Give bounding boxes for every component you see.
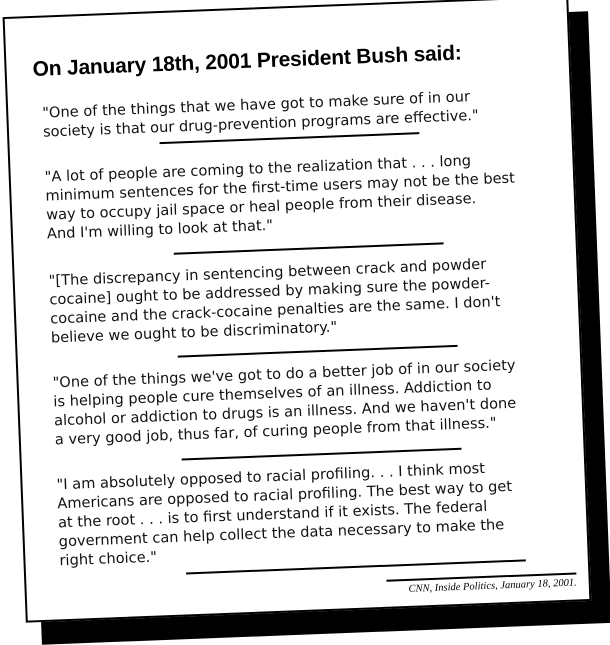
quote-card — [3, 0, 592, 623]
divider-4 — [182, 448, 462, 461]
quote-2: "A lot of people are coming to the realization that . . . long minimum sentences for the first-time users may not be the best way to occupy jail space or heal people from their disease. And I'm willing to look at that." — [44, 152, 516, 243]
source-citation: CNN, Inside Politics, January 18, 2001. — [408, 577, 577, 595]
page-title: On January 18th, 2001 President Bush said: — [32, 41, 463, 81]
quote-4: "One of the things we've got to do a better job of in our society is helping people cure themselves of an illness. Addiction to alcohol or addiction to drugs is an illness. And we haven't done a very good job, thus far, of curing people from that illness." — [52, 356, 517, 449]
divider-2 — [174, 242, 444, 254]
quote-3: "[The discrepancy in sentencing between crack and powder cocaine] ought to be addressed by making sure the powder- cocaine and the crack-cocaine penalties are the same. I don't believe we ought to be discriminatory." — [48, 255, 501, 347]
divider-3 — [178, 345, 458, 358]
quote-1: "One of the things that we have got to make sure of in our society is that our drug-prevention programs are effective." — [41, 88, 479, 141]
quote-5: "I am absolutely opposed to racial profiling. . . I think most Americans are opposed to racial profiling. The best way to get at the root . . . is to first understand if it exists. The federal government can help collect the data necessary to make the right choice." — [56, 459, 513, 570]
